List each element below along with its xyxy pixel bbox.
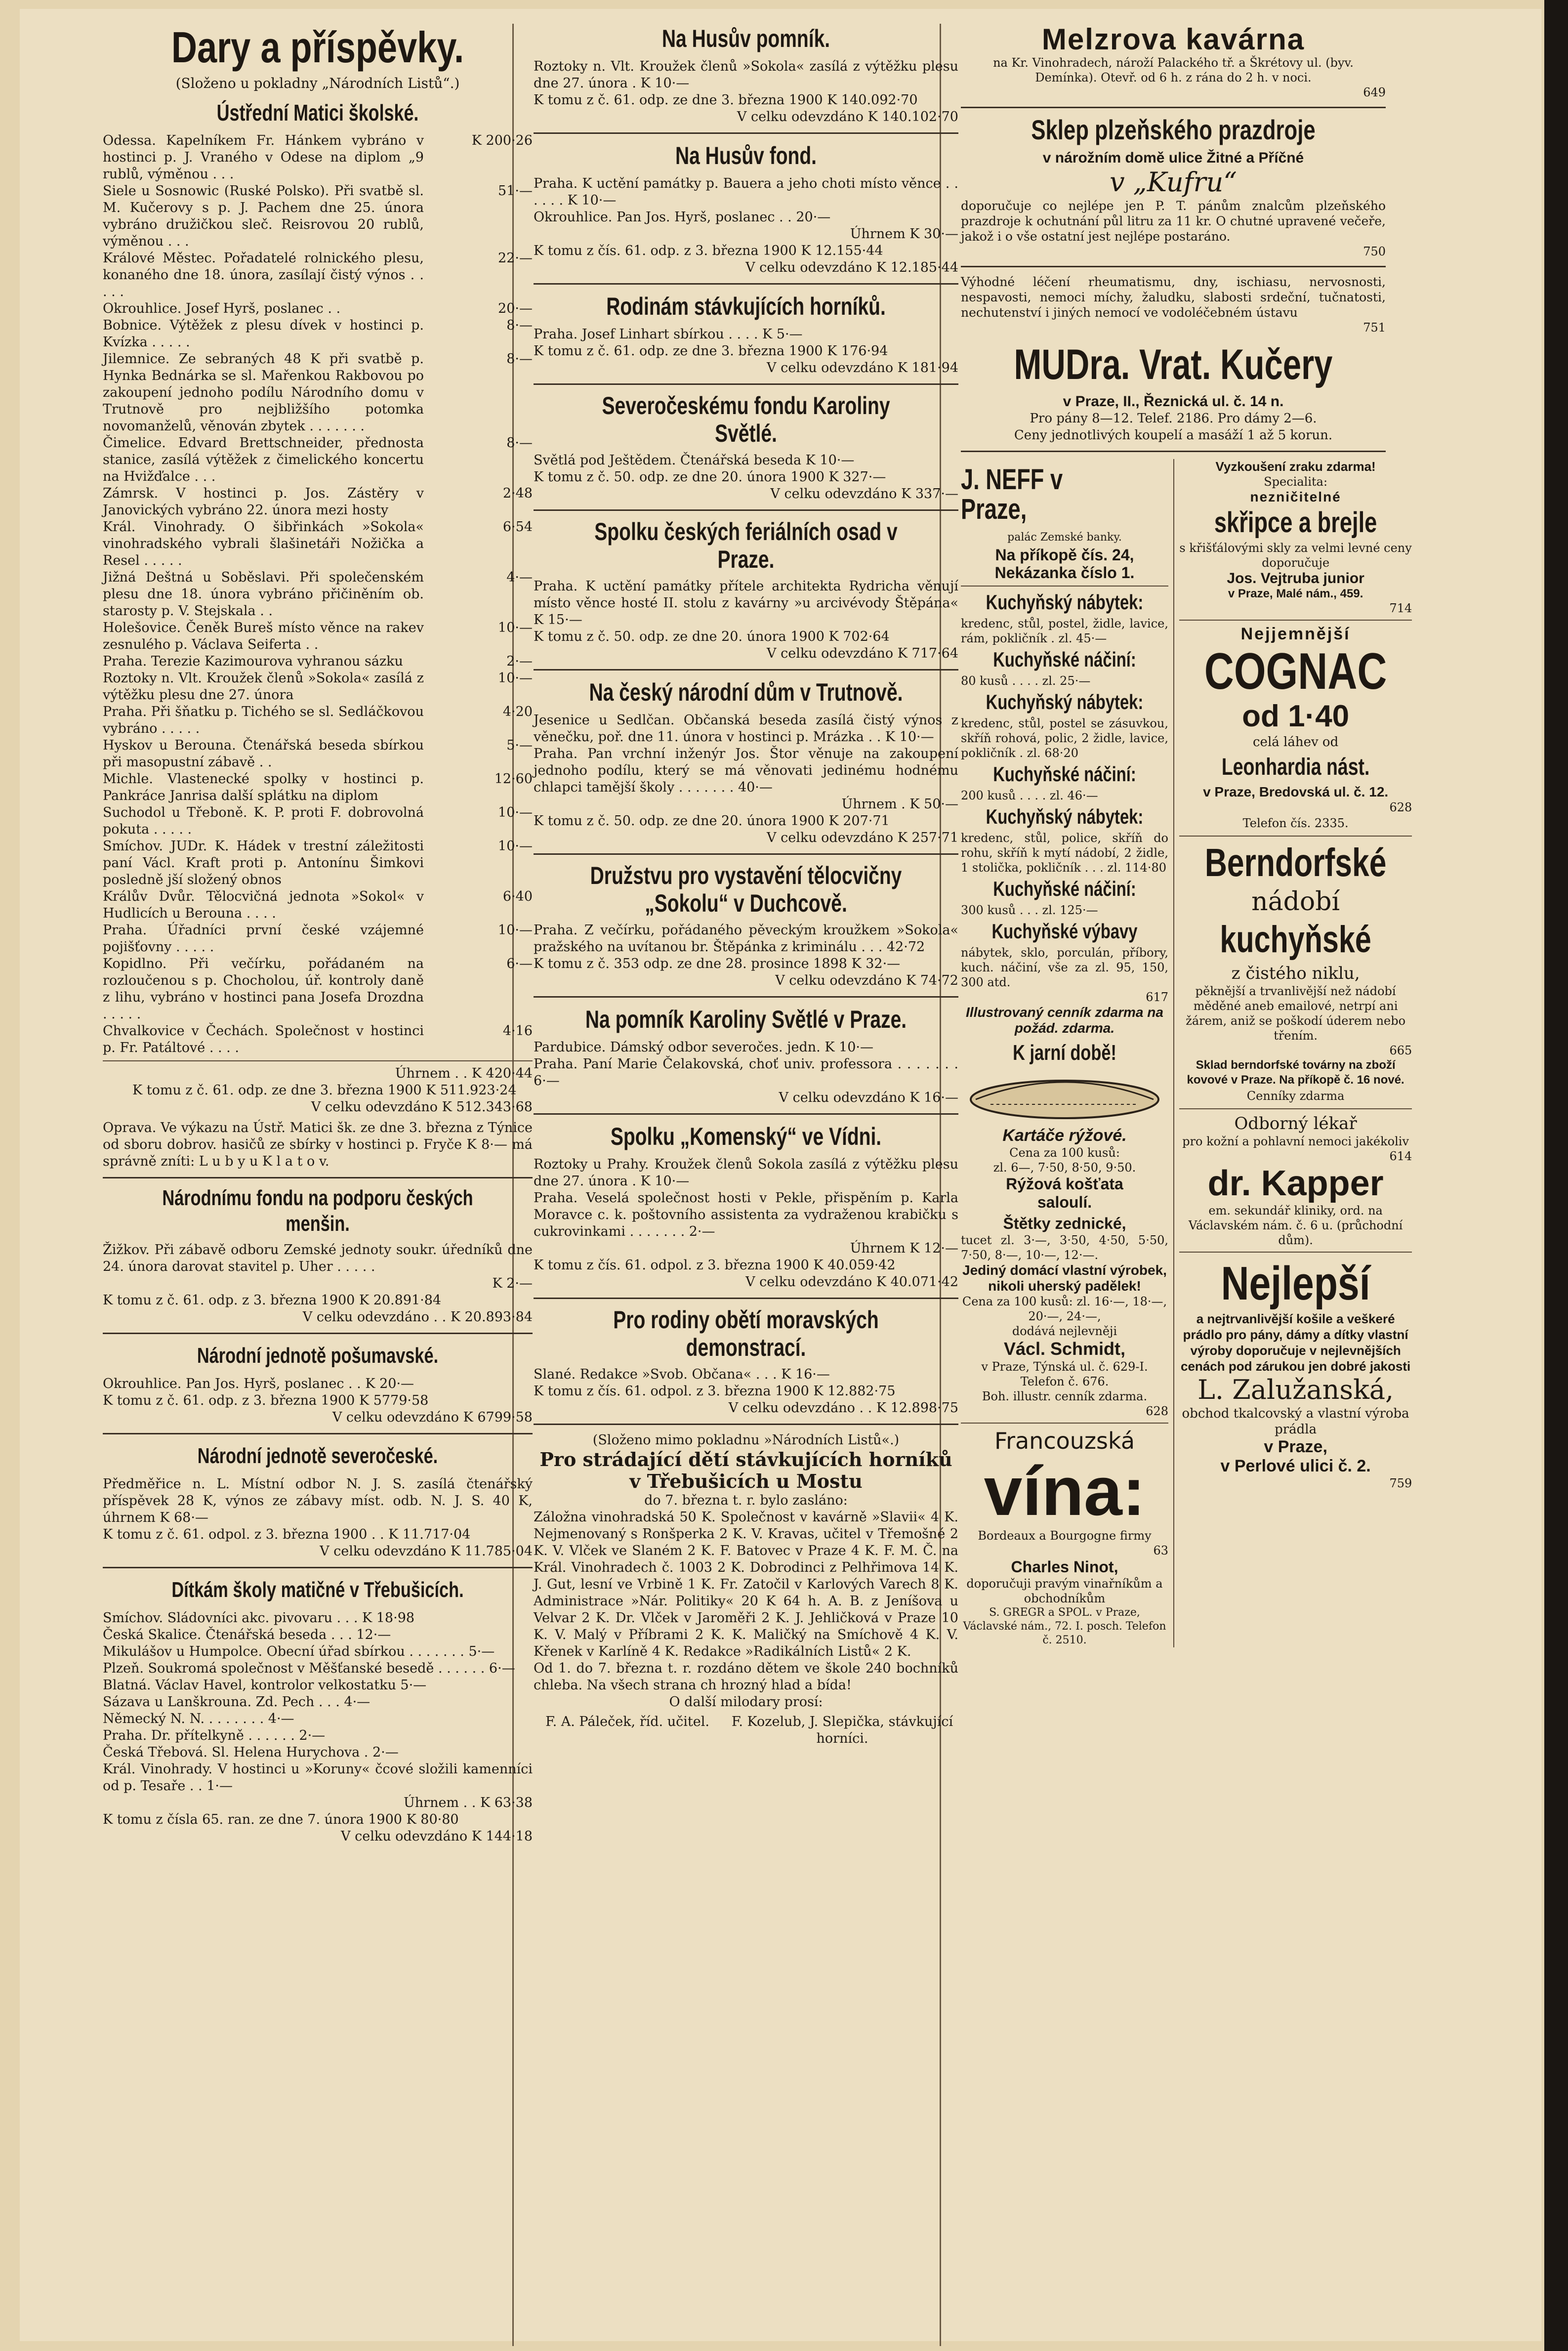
entry: Pardubice. Dámský odbor severočes. jedn. K 10·— <box>534 1040 874 1055</box>
correction: Oprava. Ve výkazu na Ústř. Matici šk. ze dne 3. března z Týnice od sboru dobrov. hasičů ze sbírky v hostinci p. Fryče K 8·— má správně zníti: L u b y u K l a t o v. <box>103 1120 533 1169</box>
entry: Praha. Dr. přítelkyně . . . . . . 2·— <box>103 1728 326 1743</box>
ad-text: Na příkopě čís. 24, Nekázanka číslo 1. <box>994 546 1135 582</box>
total: K tomu z č. 353 odp. ze dne 28. prosince 1898 K 32·— <box>534 956 901 971</box>
section-heading: Pro rodiny obětí moravských demonstrací. <box>613 1306 879 1361</box>
total: V celku odevzdáno K 337·— <box>770 486 958 502</box>
amount: 51·— <box>498 183 533 199</box>
total: K tomu z čísla 65. ran. ze dne 7. února 1900 K 80·80 <box>103 1812 459 1827</box>
subtitle: (Složeno u pokladny „Národních Listů“.) <box>175 75 460 91</box>
ad-text: z čistého niklu, <box>1231 964 1360 983</box>
ad-text: pro kožní a pohlavní nemoci jakékoliv <box>1182 1134 1409 1148</box>
ad-subheading: Kuchyňské výbavy <box>991 920 1138 943</box>
section-heading: Na Husův fond. <box>675 142 817 169</box>
total: V celku odevzdáno K 512.343·68 <box>311 1099 533 1115</box>
ad-number: 665 <box>1389 1044 1412 1057</box>
entry: Jesenice u Sedlčan. Občanská beseda zasílá čistý výnos z věnečku, poř. dne 11. února v hostinci p. Mrázka . . K 10·— <box>534 713 958 745</box>
amount: 10·— <box>498 620 533 635</box>
total: K tomu z č. 50. odp. ze dne 20. února 1900 K 327·— <box>534 469 886 485</box>
entry: Praha. Paní Marie Čelakovská, choť univ. professora . . . . . . . 6·— <box>534 1056 958 1089</box>
ad-text: Boh. illustr. cenník zdarma. <box>982 1389 1148 1403</box>
entry: Král. Vinohrady. V hostinci u »Koruny« čcové složili kamenníci od p. Tesaře . . 1·— <box>103 1762 533 1794</box>
ad-subheading: Kuchyňské náčiní: <box>993 648 1136 671</box>
total: K tomu z č. 61. odp. ze dne 3. března 1900 K 140.092·70 <box>534 92 918 108</box>
ad-headline: od 1·40 <box>1242 699 1350 733</box>
ad-text: doporučuje co nejlépe jen P. T. pánům znalcům plzeňského prazdroje k ochutnání půl litru za 11 kr. O chutné upravené večeře, jakož i o vše ostatní jest nejlépe postaráno. <box>961 199 1386 244</box>
entry: Smíchov. JUDr. K. Hádek v trestní záležitosti paní Václ. Kraft proti p. Antonínu Šimkovi posledně jší složený obnos <box>103 839 424 887</box>
entry: Slané. Redakce »Svob. Občana« . . . K 16·— <box>534 1367 830 1382</box>
entry: Praha. Veselá společnost hosti v Pekle, přispěním p. Karla Moravce c. k. poštovního assistenta za vydraženou krabičku s cukrovinkami . . . . . . . 2·— <box>534 1190 958 1239</box>
total: K tomu z č. 50. odp. ze dne 20. února 1900 K 702·64 <box>534 629 890 644</box>
entry: Smíchov. Sládovníci akc. pivovaru . . . K 18·98 <box>103 1610 415 1626</box>
ad-subheading: K jarní době! <box>1013 1041 1116 1065</box>
ad-headline: Nejlepší <box>1221 1257 1370 1310</box>
ad-text: Cena za 100 kusů: <box>1009 1146 1120 1160</box>
ad-headline: L. Zalužanská, <box>1197 1374 1394 1405</box>
total: Úhrnem . . K 420·44 <box>395 1066 533 1081</box>
ad-text: obchod tkalcovský a vlastní výroba prádla <box>1182 1406 1409 1437</box>
ad-subheading: Rýžová košťata <box>1006 1175 1123 1193</box>
total: V celku odevzdáno K 717·64 <box>767 646 958 661</box>
page-binding-edge <box>1544 0 1568 2351</box>
section-heading: Národní jednotě pošumavské. <box>197 1343 439 1368</box>
section-heading: Spolku „Komenský“ ve Vídni. <box>610 1123 882 1150</box>
ad-headline: Melzrova kavárna <box>1041 23 1305 56</box>
total: V celku odevzdáno K 6799·58 <box>332 1410 533 1425</box>
ad-number: 63 <box>1153 1544 1168 1557</box>
entry: Jilemnice. Ze sebraných 48 K při svatbě p. Hynka Bednárka se sl. Mařenkou Rakbovou po zakoupení jednoho podílu Národního domu v Trutnově pro nejbližšího potomka novomanželů, věnován zbytek . . . . . . . <box>103 351 424 434</box>
ad-text: 200 kusů . . . . zl. 46·— <box>961 789 1098 802</box>
entry: Okrouhlice. Pan Jos. Hyrš, poslanec . . 20·— <box>534 210 831 225</box>
page-title: Dary a příspěvky. <box>171 23 464 72</box>
entry: Praha. Při šňatku p. Tichého se sl. Sedláčkovou vybráno . . . . . <box>103 704 424 736</box>
section-heading: Družstvu pro vystavění tělocvičny „Sokolu“ v Duchcově. <box>590 862 902 917</box>
ad-text: Nejjemnější <box>1240 625 1351 643</box>
entry: Roztoky n. Vlt. Kroužek členů »Sokola« zasílá z výtěžku plesu dne 27. února <box>103 671 424 703</box>
ad-text: dodává nejlevněji <box>1012 1324 1117 1338</box>
ad-subheading: Leonhardia nást. <box>1221 754 1370 780</box>
ad-text: Cena za 100 kusů: zl. 16·—, 18·—, 20·—, 24·—, <box>962 1295 1167 1323</box>
appeal-body: Od 1. do 7. března t. r. rozdáno dětem ve škole 240 bochníků chleba. Na všech strana ch hrozný hlad a bída! <box>534 1661 958 1693</box>
entry: Kopidlno. Při večírku, pořádaném na rozloučenou s p. Chocholou, úř. kontroly daně z lihu, vybráno v hostinci pana Josefa Drozdna . . . . . <box>103 956 424 1022</box>
ad-text: Cenníky zdarma <box>1246 1089 1345 1103</box>
ad-text: v Praze, Týnská ul. č. 629-I. Telefon č. 676. <box>981 1360 1148 1388</box>
ad-text: pěknější a trvanlivější než nádobí měděné aneb emailové, netrpí ani žárem, aniž se poškodí úderem nebo třením. <box>1186 984 1406 1043</box>
ad-subheading: Kuchyňský nábytek: <box>986 690 1144 714</box>
amount: 10·— <box>498 839 533 854</box>
total: K tomu z č. 61. odp. z 3. března 1900 K 5779·58 <box>103 1393 429 1408</box>
entry: Okrouhlice. Pan Jos. Hyrš, poslanec . . K 20·— <box>103 1376 414 1391</box>
ad-text: nezničitelné <box>1250 489 1341 504</box>
total: V celku odevzdáno K 144·18 <box>341 1829 533 1844</box>
total: V celku odevzdáno . . K 12.898·75 <box>728 1400 958 1416</box>
ad-number: 649 <box>1363 85 1386 99</box>
ad-text: s křišťálovými skly za velmi levné ceny doporučuje <box>1179 541 1412 570</box>
appeal-body: O další milodary prosí: <box>669 1694 823 1710</box>
total: Úhrnem K 12·— <box>850 1241 958 1256</box>
total: Úhrnem . . K 63·38 <box>404 1795 533 1810</box>
ad-text: v nárožním domě ulice Žitné a Příčné <box>1042 150 1304 166</box>
amount: 10·— <box>498 671 533 686</box>
ad-number: 750 <box>1363 245 1386 258</box>
ad-subheading: v Praze, <box>1264 1437 1327 1456</box>
section-heading: Severočeskému fondu Karoliny Světlé. <box>602 392 890 447</box>
section-heading: Na Husův pomník. <box>661 25 830 52</box>
amount: K 2·— <box>492 1276 533 1291</box>
ad-text: Vyzkoušení zraku zdarma! <box>1215 459 1376 474</box>
amount: K 200·26 <box>471 133 533 148</box>
note: (Složeno mimo pokladnu »Národních Listů«.) <box>592 1432 900 1448</box>
ad-text: Illustrovaný cenník zdarma na požád. zdarma. <box>966 1005 1163 1036</box>
ad-headline: Francouzská <box>994 1427 1135 1454</box>
ad-headline: vína: <box>984 1452 1146 1530</box>
entry: Hyskov u Berouna. Čtenářská beseda sbírkou při masopustní zábavě . . <box>103 738 424 770</box>
ad-text: kredenc, stůl, postel, židle, lavice, rám, pokličník . zl. 45·— <box>961 617 1168 645</box>
ad-text: Pro pány 8—12. Telef. 2186. Pro dámy 2—6. <box>1030 411 1317 426</box>
ad-subheading: Kuchyňské náčiní: <box>993 762 1136 786</box>
ad-number: 751 <box>1363 321 1386 335</box>
total: K tomu z č. 50. odp. ze dne 20. února 1900 K 207·71 <box>534 813 890 829</box>
ad-headline: nádobí <box>1251 887 1340 917</box>
column-ads <box>961 23 1412 1647</box>
ad-headline: Sklep plzeňského prazdroje <box>1031 114 1316 145</box>
ad-text: na Kr. Vinohradech, nároží Palackého tř. a Škrétovy ul. (byv. Demínka). Otevř. od 6 h. z rána do 2 h. v noci. <box>993 56 1354 84</box>
entry: Králové Městec. Pořadatelé rolnického plesu, konaného dne 18. února, zasílají čistý výnos . . . . . <box>103 251 424 299</box>
total: V celku odevzdáno K 12.185·44 <box>745 260 958 275</box>
ad-text: 300 kusů . . . zl. 125·— <box>961 903 1098 917</box>
entry: Králův Dvůr. Tělocvičná jednota »Sokol« v Hudlicích u Berouna . . . . <box>103 889 424 921</box>
total: K tomu z čís. 61. odp. z 3. března 1900 K 12.155·44 <box>534 243 883 258</box>
entry: Praha. Pan vrchní inženýr Jos. Štor věnuje na zakoupení jednoho podílu, který se má věnovati jedinému hodnému chlapci tamější školy . . . . . . . 40·— <box>534 746 958 795</box>
ad-text: em. sekundář kliniky, ord. na Václavském nám. č. 6 u. (průchodní dům). <box>1188 1204 1403 1247</box>
signature: F. A. Páleček, říd. učitel. <box>545 1714 709 1729</box>
entry: Praha. K uctění památky p. Bauera a jeho choti místo věnce . . . . . . K 10·— <box>534 176 958 208</box>
section-heading: Na pomník Karoliny Světlé v Praze. <box>585 1006 907 1033</box>
ad-text: tucet zl. 3·—, 3·50, 4·50, 5·50, 7·50, 8·—, 10·—, 12·—. <box>961 1233 1168 1262</box>
ad-headline: MUDra. Vrat. Kučery <box>1014 341 1333 388</box>
amount: 22·— <box>498 251 533 266</box>
entry: Praha. Josef Linhart sbírkou . . . . K 5·— <box>534 327 803 342</box>
section-heading: Na český národní dům v Trutnově. <box>589 678 903 706</box>
column-funds <box>534 24 958 1747</box>
ad-text: 80 kusů . . . . zl. 25·— <box>961 674 1091 688</box>
entry: Bobnice. Výtěžek z plesu dívek v hostinci p. Kvízka . . . . . <box>103 318 424 350</box>
ad-text: doporučuji pravým vinařníkům a obchodníkům <box>966 1577 1163 1605</box>
ad-text: Telefon čís. 2335. <box>1242 816 1349 830</box>
entry: Mikulášov u Humpolce. Obecní úřad sbírkou . . . . . . . 5·— <box>103 1644 495 1659</box>
ad-subheading: Charles Ninot, <box>1011 1558 1118 1576</box>
amount: 6·— <box>506 956 533 971</box>
entry: Žižkov. Při zábavě odboru Zemské jednoty soukr. úředníků dne 24. února darovat stavitel p. Uher . . . . . <box>103 1242 533 1274</box>
appeal-body: Záložna vinohradská 50 K. Společnost v kavárně »Slavii« 4 K. Nejmenovaný s Ronšperka 2 K. V. Kravas, učitel v Třemošné 2 K. V. Vlček ve Slaném 2 K. F. Batovec v Praze 4 K. F. M. Č. na Král. Vinohradech č. 1003 2 K. Dobrodinci z Pelhřimova 14 K. J. Gut, lesní ve Vrbině 1 K. Fr. Zatočil v Karlových Varech 8 K. Administrace »Nár. Politiky« 20 K 64 h. A. B. z Jeníšova u Velvar 2 K. Dr. Vlček v Jaroměři 2 K. J. Jehličková v Praze 10 K. V. Malý v Příbrami 2 K. K. Maličký na Smíchově 4 K. V. Křenek v Karlíně 4 K. Redakce »Radikálních Listů« 2 K. <box>534 1510 958 1659</box>
entry: Čimelice. Edvard Brettschneider, přednosta stanice, zasílá výtěžek z čimelického koncertu na Hvižďalce . . . <box>103 435 424 484</box>
entry: Chvalkovice v Čechách. Společnost v hostinci p. Fr. Patáltové . . . . <box>103 1023 424 1055</box>
entry: Král. Vinohrady. O šibřinkách »Sokola« vinohradského vybrali šlašinetáři Nožička a Resel . . . . . <box>103 519 424 568</box>
total: K tomu z č. 61. odp. ze dne 3. března 1900 K 511.923·24 <box>132 1083 517 1098</box>
entry: Praha. Úřadníci první české vzájemné pojišťovny . . . . . <box>103 923 424 955</box>
column-donations <box>103 24 533 1845</box>
ad-headline: dr. Kapper <box>1207 1164 1384 1203</box>
ad-number: 759 <box>1389 1476 1412 1490</box>
ad-text: nábytek, sklo, porculán, příbory, kuch. náčiní, vše za zl. 95, 150, 300 atd. <box>961 946 1168 989</box>
total: V celku odevzdáno K 16·— <box>779 1090 958 1105</box>
newspaper-page <box>20 9 1541 2341</box>
entry: Česká Skalice. Čtenářská beseda . . . 12·— <box>103 1627 391 1642</box>
ad-headline: skřipce a brejle <box>1214 506 1377 539</box>
total: V celku odevzdáno K 40.071·42 <box>745 1274 958 1290</box>
ad-text: kredenc, stůl, postel se zásuvkou, skříň rohová, polic, 2 židle, lavice, pokličník . zl. 68·20 <box>961 716 1168 760</box>
ad-subheading: Jos. Vejtruba junior <box>1227 570 1364 587</box>
amount: 20·— <box>498 301 533 316</box>
ad-subheading: Václ. Schmidt, <box>1003 1339 1126 1359</box>
section-heading: Národní jednotě severočeské. <box>197 1444 438 1468</box>
ad-number: 617 <box>1146 990 1168 1004</box>
ad-text: Výhodné léčení rheumatismu, dny, ischiasu, nervosnosti, nespavosti, nemoci míchy, žaludku, slabosti srdeční, tučnatosti, nechutenství i jiných nemocí ve vodoléčebném ústavu <box>961 275 1386 320</box>
amount: 2·48 <box>502 486 533 501</box>
ad-subheading: Kartáče rýžové. <box>1002 1126 1127 1145</box>
entry: Praha. K uctění památky přítele architekta Rydricha věnují místo věnce hosté II. stolu z kavárny »u arcivévody Štěpána« K 15·— <box>534 579 958 628</box>
amount: 2·— <box>506 654 533 669</box>
ad-headline: Berndorfské <box>1204 840 1387 884</box>
amount: 4·20 <box>502 704 533 719</box>
total: Úhrnem . K 50·— <box>841 797 958 812</box>
brush-illustration <box>961 1070 1168 1124</box>
amount: 8·— <box>506 318 533 333</box>
entry: Světlá pod Ještědem. Čtenářská beseda K 10·— <box>534 453 855 468</box>
entry: Sázava u Lanškrouna. Zd. Pech . . . 4·— <box>103 1694 371 1710</box>
ad-number: 628 <box>1389 800 1412 814</box>
ad-text: Ceny jednotlivých koupelí a masáží 1 až 5 korun. <box>1014 428 1333 443</box>
amount: 10·— <box>498 805 533 820</box>
ad-subheading: Kuchyňské náčiní: <box>993 877 1136 900</box>
total: K tomu z č. 61. odpol. z 3. března 1900 . . K 11.717·04 <box>103 1527 471 1542</box>
ad-subheading: saloulí. <box>1037 1193 1092 1211</box>
entry: Okrouhlice. Josef Hyrš, poslanec . . <box>103 301 341 316</box>
appeal-sub: do 7. března t. r. bylo zasláno: <box>644 1493 848 1508</box>
section-heading: Ústřední Matici školské. <box>216 100 419 126</box>
entry: Předměřice n. L. Místní odbor N. J. S. zasílá čtenářský příspěvek 28 K, výnos ze zábavy míst. odb. N. J. S. 40 K, úhrnem K 68·— <box>103 1476 533 1525</box>
total: K tomu z čís. 61. odpol. z 3. března 1900 K 12.882·75 <box>534 1384 896 1399</box>
total: V celku odevzdáno K 74·72 <box>775 973 958 988</box>
ad-headline: kuchyňské <box>1220 919 1371 961</box>
appeal-heading: Pro strádající dětí stávkujících horníků v Třebušicích u Mostu <box>539 1448 952 1492</box>
ad-text: zl. 6—, 7·50, 8·50, 9·50. <box>993 1161 1136 1175</box>
section-heading: Rodinám stávkujících horníků. <box>606 293 886 320</box>
amount: 8·— <box>506 435 533 451</box>
total: K tomu z čís. 61. odpol. z 3. března 1900 K 40.059·42 <box>534 1258 896 1273</box>
ad-text: S. GREGR a SPOL. v Praze, Václavské nám., 72. I. posch. Telefon č. 2510. <box>963 1606 1166 1646</box>
ad-subheading: v Perlové ulici č. 2. <box>1220 1457 1371 1475</box>
entry: Německý N. N. . . . . . . . 4·— <box>103 1711 294 1726</box>
ad-text: celá láhev od <box>1253 735 1339 750</box>
total: V celku odevzdáno . . K 20.893·84 <box>302 1309 533 1325</box>
entry: Jižná Deštná u Soběslavi. Při společenském plesu dne 18. února vybráno přičiněním ob. starosty p. V. Stejskala . . <box>103 570 424 619</box>
signature: F. Kozelub, J. Slepička, stávkující horníci. <box>731 1714 953 1746</box>
entry: Odessa. Kapelníkem Fr. Hánkem vybráno v hostinci p. J. Vraného v Odese na diplom „9 rublů, výměnou . . . <box>103 133 424 182</box>
total: V celku odevzdáno K 140.102·70 <box>737 109 958 125</box>
amount: 10·— <box>498 923 533 938</box>
entry: Praha. Terezie Kazimourova vyhranou sázku <box>103 654 403 669</box>
total: V celku odevzdáno K 11.785·04 <box>320 1544 533 1559</box>
entry: Michle. Vlastenecké spolky v hostinci p. Pankráce Janrisa další splátku na diplom <box>103 771 424 803</box>
entry: Roztoky u Prahy. Kroužek členů Sokola zasílá z výtěžku plesu dne 27. února . K 10·— <box>534 1157 958 1189</box>
entry: Praha. Z večírku, pořádaného pěveckým kroužkem »Sokola« pražského na uvítanou br. Štěpánka z kriminálu . . . 42·72 <box>534 923 958 955</box>
ad-text: Sklad berndorfské továrny na zboží kovové v Praze. Na příkopě č. 16 nové. <box>1187 1058 1404 1087</box>
ad-text: Jediný domácí vlastní výrobek, nikoli uherský padělek! <box>962 1262 1167 1294</box>
ad-text: kredenc, stůl, police, skříň do rohu, skříň k mytí nádobí, 2 židle, 1 stolička, pokličník . . . zl. 114·80 <box>961 831 1168 875</box>
amount: 12·60 <box>494 771 533 787</box>
amount: 8·— <box>506 351 533 367</box>
ad-headline: v „Kufru“ <box>1110 167 1237 198</box>
ad-text: Specialita: <box>1264 475 1328 489</box>
section-heading: Dítkám školy matičné v Třebušicích. <box>171 1578 464 1602</box>
total: K tomu z č. 61. odp. ze dne 3. března 1900 K 176·94 <box>534 343 888 359</box>
ad-number: 614 <box>1389 1149 1412 1163</box>
section-heading: Spolku českých feriálních osad v Praze. <box>594 518 898 573</box>
total: K tomu z č. 61. odp. z 3. března 1900 K 20.891·84 <box>103 1293 442 1308</box>
ad-subheading: Štětky zednické, <box>1003 1215 1126 1232</box>
amount: 4·— <box>506 570 533 585</box>
ad-text: palác Zemské banky. <box>1007 531 1122 544</box>
ad-number: 628 <box>1146 1404 1168 1418</box>
ad-text: Bordeaux a Bourgogne firmy <box>978 1529 1152 1543</box>
entry: Roztoky n. Vlt. Kroužek členů »Sokola« zasílá z výtěžku plesu dne 27. února . K 10·— <box>534 59 958 91</box>
amount: 6·54 <box>502 519 533 535</box>
ad-subheading: Kuchyňský nábytek: <box>986 805 1144 828</box>
amount: 4·16 <box>502 1023 533 1039</box>
entry: Blatná. Václav Havel, kontrolor velkostatku 5·— <box>103 1678 427 1693</box>
ad-text: v Praze, II., Řeznická ul. č. 14 n. <box>1063 393 1284 410</box>
ad-text: Odborný lékař <box>1234 1114 1357 1134</box>
entry: Česká Třebová. Sl. Helena Hurychova . 2·— <box>103 1745 399 1760</box>
total: V celku odevzdáno K 181·94 <box>767 360 958 376</box>
ad-text: v Praze, Bredovská ul. č. 12. <box>1203 784 1389 799</box>
entry: Zámrsk. V hostinci p. Jos. Zástěry v Janovických vybráno 22. února mezi hosty <box>103 486 424 518</box>
amount: 6·40 <box>502 889 533 904</box>
ad-headline: J. NEFF v Praze, <box>961 463 1063 525</box>
ad-headline: COGNAC <box>1204 643 1387 700</box>
entry: Suchodol u Třeboně. K. P. proti F. dobrovolná pokuta . . . . . <box>103 805 424 837</box>
total: V celku odevzdáno K 257·71 <box>767 830 958 845</box>
entry: Holešovice. Čeněk Bureš místo věnce na rakev zesnulého p. Václava Seiferta . . <box>103 620 424 652</box>
ad-subheading: Kuchyňský nábytek: <box>986 590 1144 614</box>
section-heading: Národnímu fondu na podporu českých menšin. <box>162 1186 473 1236</box>
ad-text: a nejtrvanlivější košile a veškeré prádlo pro pány, dámy a dítky vlastní výroby doporučuje v nejlevnějších cenách pod zárukou jen dobré jakosti <box>1181 1311 1411 1374</box>
ad-number: 714 <box>1389 601 1412 615</box>
entry: Plzeň. Soukromá společnost v Měšťanské besedě . . . . . . 6·— <box>103 1661 515 1676</box>
entry: Siele u Sosnowic (Ruské Polsko). Při svatbě sl. M. Kučerovy s p. J. Pachem dne 25. února vybráno družičkou sleč. Reisrovou 20 rublů, výměnou . . . <box>103 183 424 249</box>
total: Úhrnem K 30·— <box>850 226 958 242</box>
amount: 5·— <box>506 738 533 753</box>
ad-text: v Praze, Malé nám., 459. <box>1228 587 1363 600</box>
